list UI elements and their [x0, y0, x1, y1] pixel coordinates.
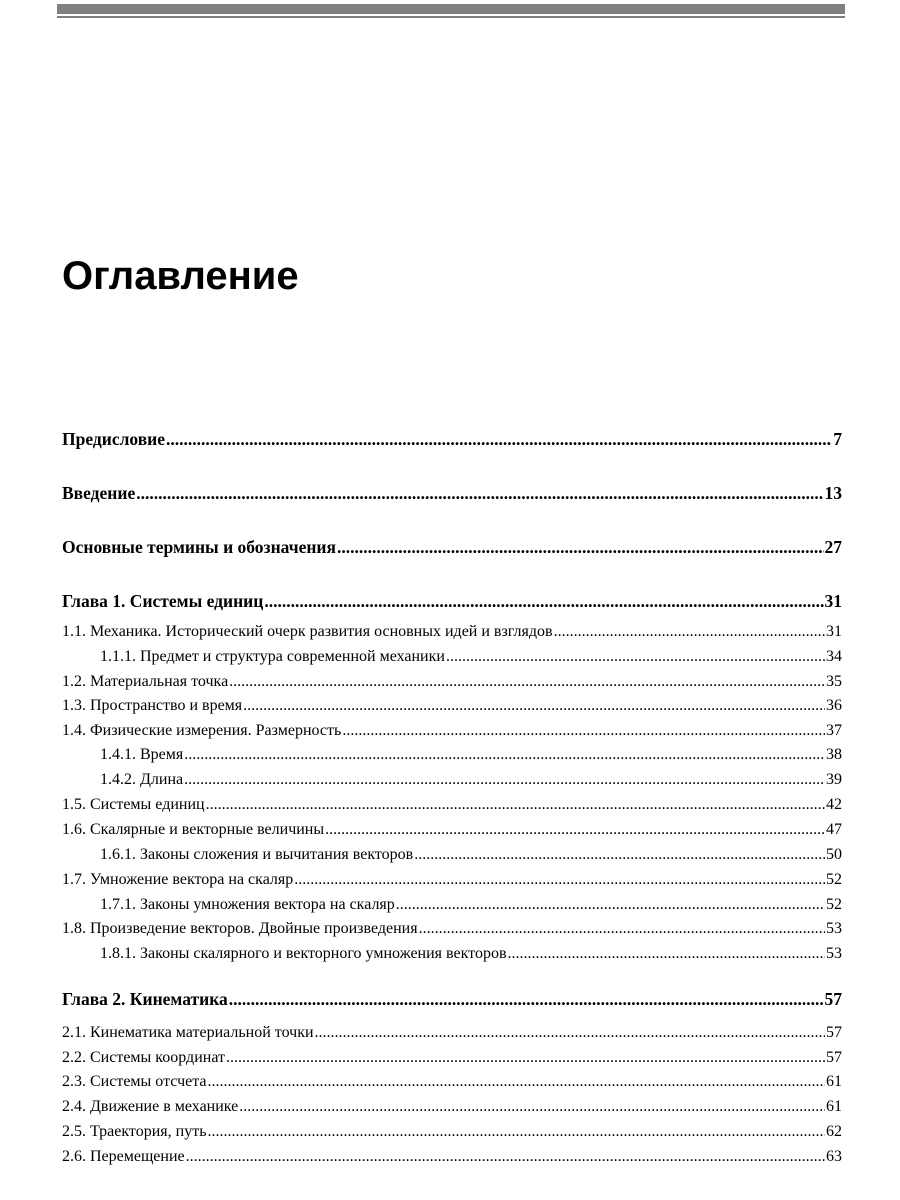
- toc-entry-section[interactable]: [62, 917, 842, 941]
- toc-leader: [184, 768, 825, 792]
- toc-entry-title: 1.6.1. Законы сложения и вычитания векторов: [100, 846, 414, 863]
- toc-entry-page: 52: [826, 871, 842, 888]
- toc-entry-title: 1.6. Скалярные и векторные величины: [62, 821, 325, 838]
- toc-entry-page: 13: [824, 483, 842, 503]
- toc-entry-title: Основные термины и обозначения: [62, 537, 336, 557]
- toc-leader: [166, 426, 832, 452]
- toc-entry-title: 2.3. Системы отсчета: [62, 1073, 207, 1090]
- toc-entry-title: 1.2. Материальная точка: [62, 673, 229, 690]
- toc-entry-chapter-2[interactable]: [62, 986, 842, 1012]
- toc-entry-title: 1.7.1. Законы умножения вектора на скаляр: [100, 896, 395, 913]
- toc-leader: [396, 893, 825, 917]
- toc-entry-page: 63: [826, 1148, 842, 1165]
- toc-entry-section[interactable]: [62, 793, 842, 817]
- toc-entry-title: 1.4.2. Длина: [100, 771, 184, 788]
- toc-entry-title: 1.7. Умножение вектора на скаляр: [62, 871, 294, 888]
- toc-leader: [342, 719, 825, 743]
- toc-leader: [186, 1145, 825, 1169]
- toc-leader: [136, 480, 823, 506]
- toc-entry-title: 1.8. Произведение векторов. Двойные произведения: [62, 920, 418, 937]
- toc-entry-section[interactable]: [62, 818, 842, 842]
- toc-entry-title: 1.1.1. Предмет и структура современной механики: [100, 648, 445, 665]
- toc-entry-page: 38: [826, 746, 842, 763]
- page-title: Оглавление: [62, 254, 299, 298]
- toc-entry-page: 42: [826, 796, 842, 813]
- toc-leader: [554, 620, 825, 644]
- toc-entry-introduction[interactable]: [62, 480, 842, 506]
- toc-entry-title: 1.3. Пространство и время: [62, 697, 243, 714]
- toc-entry-terms[interactable]: [62, 534, 842, 560]
- toc-entry-chapter-1[interactable]: [62, 588, 842, 614]
- toc-entry-preface[interactable]: [62, 426, 842, 452]
- toc-leader: [184, 743, 825, 767]
- toc-entry-title: Введение: [62, 483, 136, 503]
- toc-entry-page: 35: [826, 673, 842, 690]
- toc-entry-page: 37: [826, 722, 842, 739]
- toc-entry-page: 57: [824, 989, 842, 1009]
- toc-entry-section[interactable]: [62, 868, 842, 892]
- toc-entry-page: 61: [826, 1073, 842, 1090]
- toc-entry-title: 1.1. Механика. Исторический очерк развития основных идей и взглядов: [62, 623, 553, 640]
- toc-leader: [325, 818, 825, 842]
- toc-entry-section[interactable]: [62, 1145, 842, 1169]
- toc-leader: [337, 534, 824, 560]
- toc-entry-subsection[interactable]: [62, 893, 842, 917]
- toc-entry-page: 62: [826, 1123, 842, 1140]
- toc-entry-section[interactable]: [62, 694, 842, 718]
- toc-entry-page: 27: [824, 537, 842, 557]
- toc-leader: [206, 793, 825, 817]
- toc-leader: [226, 1046, 825, 1070]
- toc-entry-section[interactable]: [62, 1021, 842, 1045]
- toc-entry-page: 31: [826, 623, 842, 640]
- toc-entry-title: Глава 1. Системы единиц: [62, 591, 264, 611]
- toc-entry-section[interactable]: [62, 670, 842, 694]
- toc-leader: [243, 694, 825, 718]
- toc-entry-subsection[interactable]: [62, 942, 842, 966]
- toc-entry-title: 1.5. Системы единиц: [62, 796, 205, 813]
- toc-leader: [229, 986, 824, 1012]
- top-rule-thin: [57, 16, 845, 18]
- toc-entry-title: 1.4.1. Время: [100, 746, 184, 763]
- toc-entry-page: 53: [826, 920, 842, 937]
- toc-entry-page: 39: [826, 771, 842, 788]
- toc-entry-title: 2.5. Траектория, путь: [62, 1123, 207, 1140]
- toc-entry-subsection[interactable]: [62, 768, 842, 792]
- toc-leader: [419, 917, 825, 941]
- toc-entry-page: 7: [833, 429, 842, 449]
- toc-entry-page: 34: [826, 648, 842, 665]
- toc-leader: [229, 670, 825, 694]
- toc-leader: [446, 645, 825, 669]
- toc-entry-section[interactable]: [62, 1095, 842, 1119]
- toc-entry-page: 52: [826, 896, 842, 913]
- toc-entry-page: 31: [824, 591, 842, 611]
- toc-entry-title: 2.1. Кинематика материальной точки: [62, 1024, 314, 1041]
- toc-entry-page: 57: [826, 1049, 842, 1066]
- toc-entry-section[interactable]: [62, 719, 842, 743]
- toc-entry-section[interactable]: [62, 620, 842, 644]
- toc-leader: [508, 942, 826, 966]
- toc-entry-page: 50: [826, 846, 842, 863]
- toc-entry-subsection[interactable]: [62, 743, 842, 767]
- toc-entry-page: 57: [826, 1024, 842, 1041]
- toc-entry-title: 2.4. Движение в механике: [62, 1098, 239, 1115]
- toc-entry-title: 1.8.1. Законы скалярного и векторного умножения векторов: [100, 945, 507, 962]
- toc-leader: [207, 1120, 825, 1144]
- toc-leader: [294, 868, 825, 892]
- toc-leader: [264, 588, 823, 614]
- toc-leader: [239, 1095, 825, 1119]
- toc-entry-page: 61: [826, 1098, 842, 1115]
- toc-entry-page: 53: [826, 945, 842, 962]
- toc-entry-section[interactable]: [62, 1120, 842, 1144]
- toc-leader: [414, 843, 825, 867]
- toc-leader: [315, 1021, 825, 1045]
- toc-entry-title: 1.4. Физические измерения. Размерность: [62, 722, 342, 739]
- toc-entry-page: 47: [826, 821, 842, 838]
- toc-leader: [208, 1070, 826, 1094]
- toc-entry-title: Предисловие: [62, 429, 166, 449]
- toc-entry-subsection[interactable]: [62, 843, 842, 867]
- toc-entry-section[interactable]: [62, 1046, 842, 1070]
- toc-entry-page: 36: [826, 697, 842, 714]
- toc-entry-section[interactable]: [62, 1070, 842, 1094]
- toc-entry-title: 2.2. Системы координат: [62, 1049, 225, 1066]
- toc-entry-title: Глава 2. Кинематика: [62, 989, 228, 1009]
- toc-entry-subsection[interactable]: [62, 645, 842, 669]
- top-rule: [57, 4, 845, 14]
- toc-entry-title: 2.6. Перемещение: [62, 1148, 185, 1165]
